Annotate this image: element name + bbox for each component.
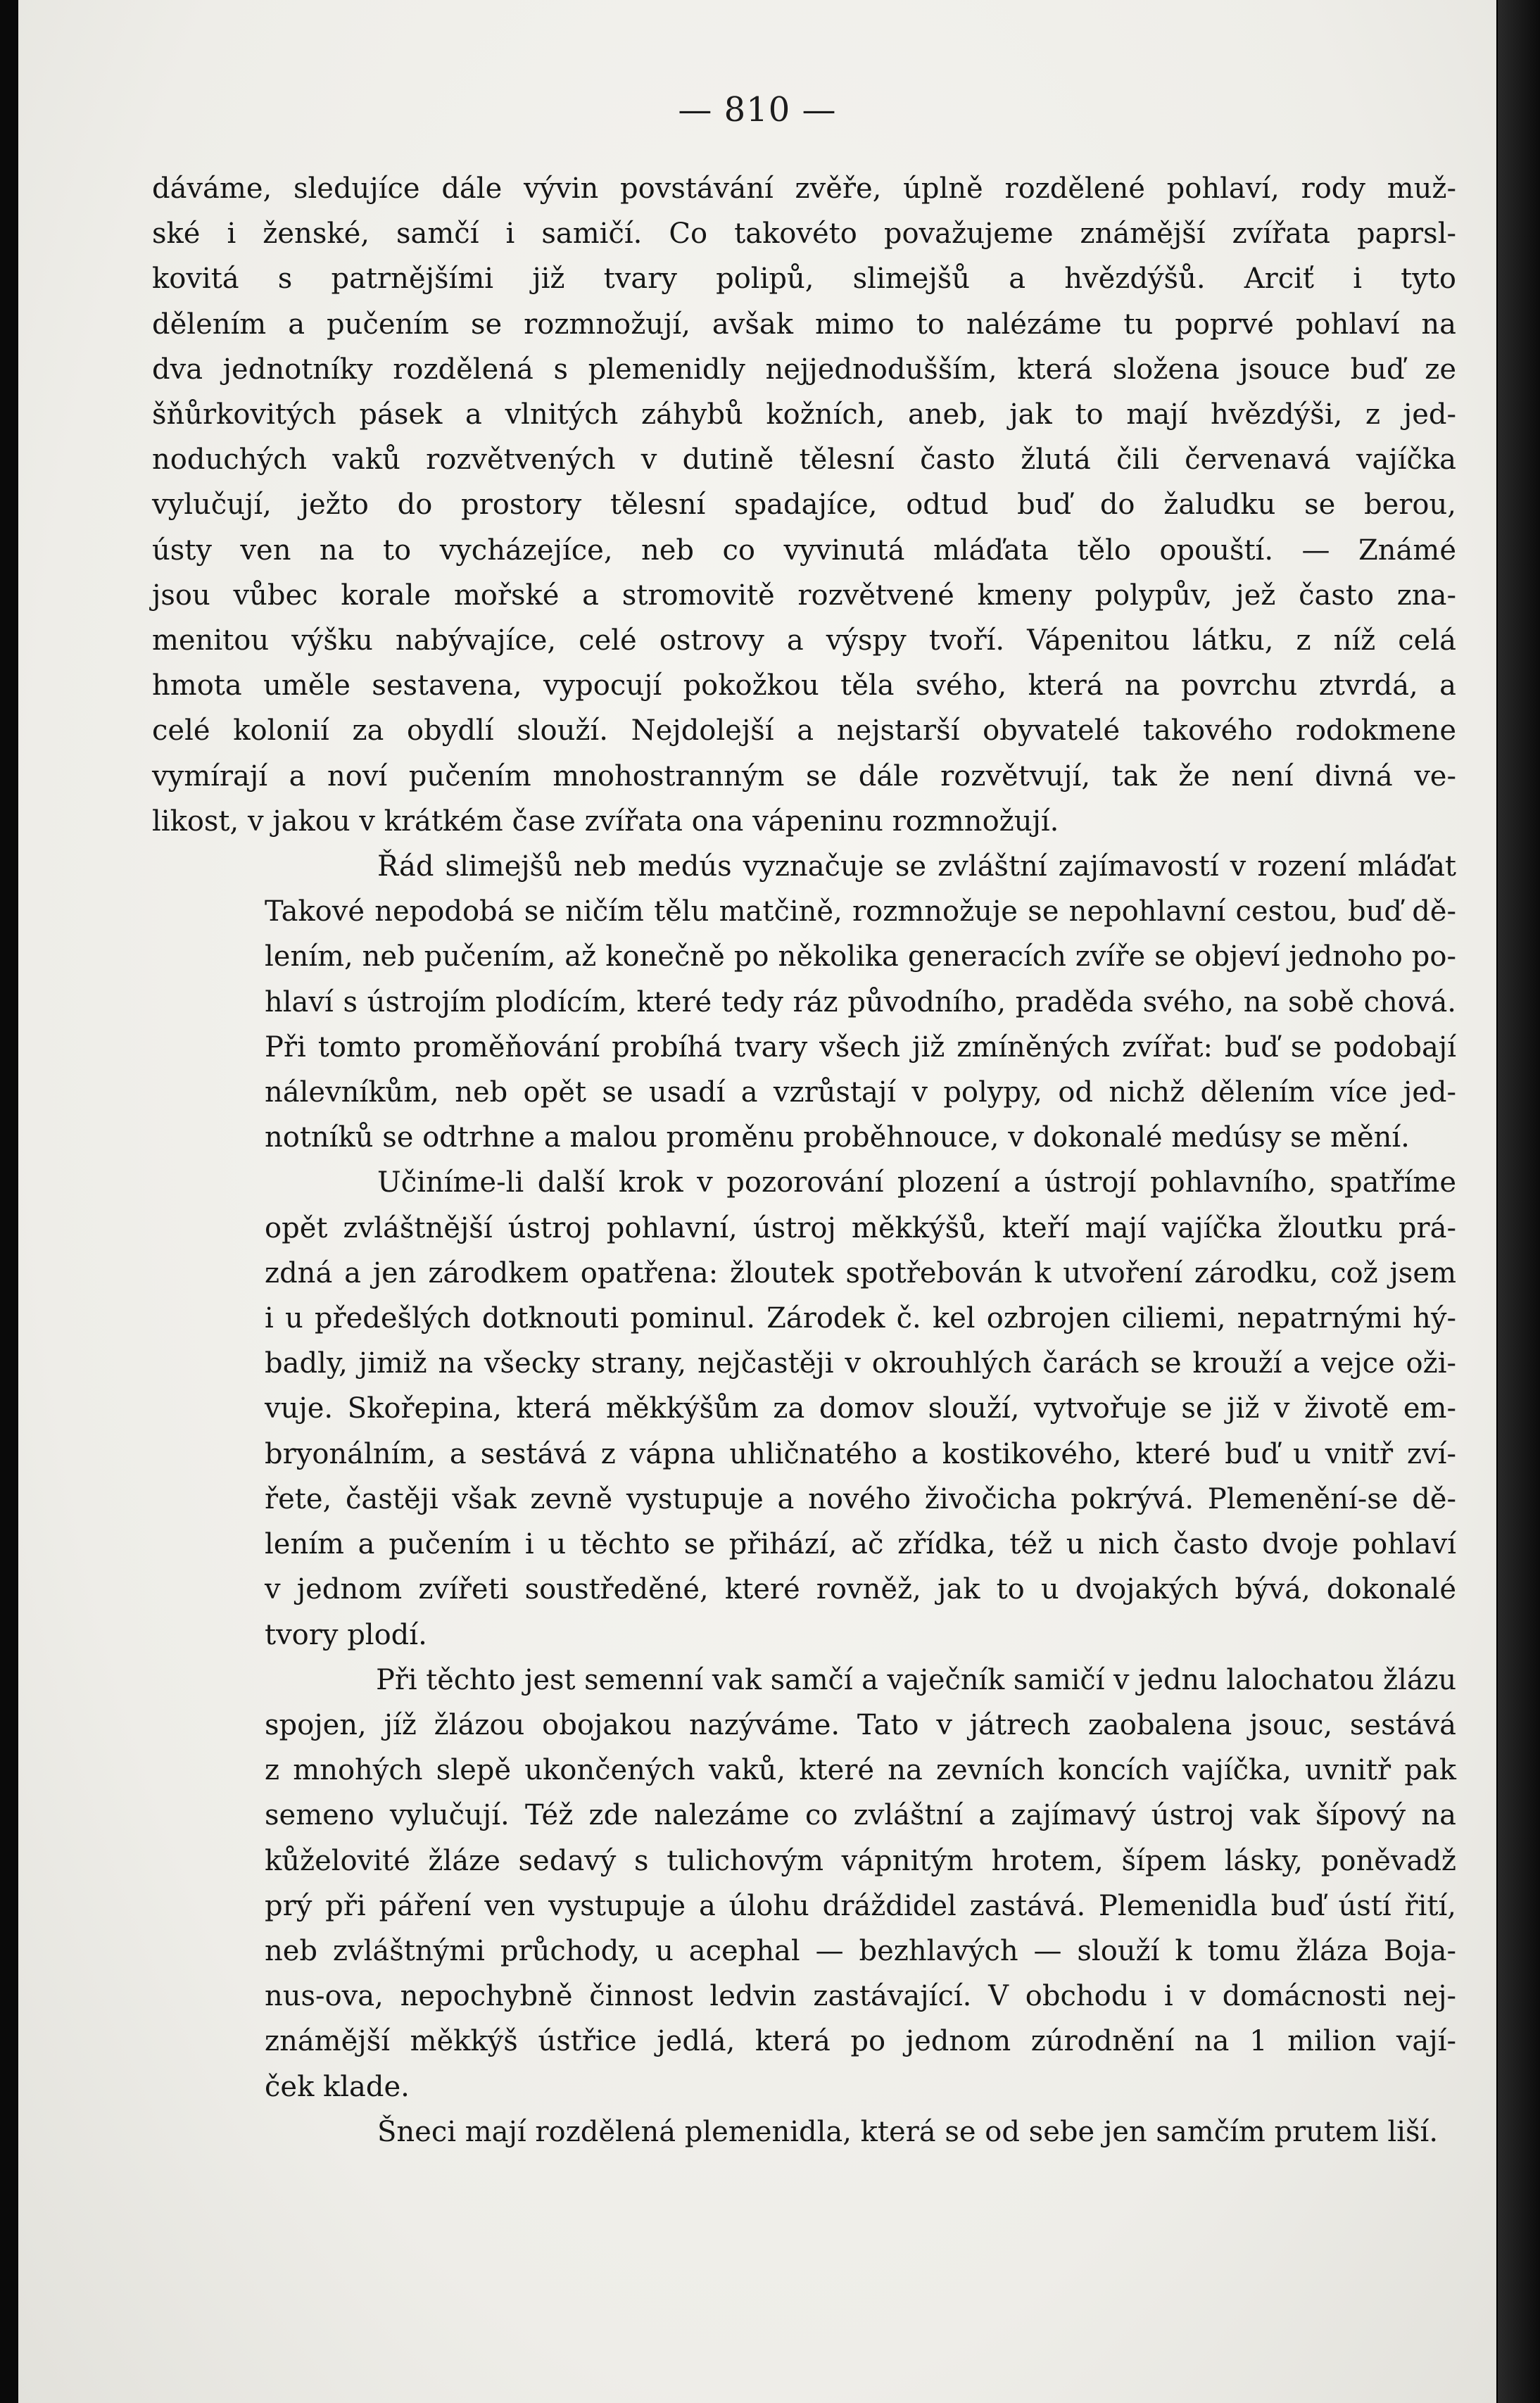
text-line: nus-ova, nepochybně činnost ledvin zastávající. V obchodu i v domácnosti nej- — [265, 1980, 1456, 2013]
text-line: semeno vylučují. Též zde nalezáme co zvláštní a zajímavý ústroj vak šípový na — [265, 1799, 1456, 1832]
text-line: ček klade. — [265, 2070, 410, 2103]
text-line: ské i ženské, samčí i samičí. Co takovéto považujeme známější zvířata paprsl- — [152, 217, 1456, 251]
text-line: vylučují, ježto do prostory tělesní spadajíce, odtud buď do žaludku se berou, — [152, 488, 1456, 522]
text-line: spojen, jíž žlázou obojakou nazýváme. Tato v játrech zaobalena jsouc, sestává — [265, 1708, 1456, 1741]
paragraph — [152, 1658, 1456, 2109]
paragraph — [152, 2109, 1456, 2155]
text-line: dva jednotníky rozdělená s plemenidly nejjednodušším, která složena jsouce buď ze — [152, 353, 1456, 386]
text-line: lením, neb pučením, až konečně po několika generacích zvíře se objeví jednoho po- — [265, 940, 1456, 973]
text-line: Při těchto jest semenní vak samčí a vaječník samičí v jednu lalochatou žlázu — [376, 1663, 1457, 1696]
text-line: kovitá s patrnějšími již tvary polipů, slimejšů a hvězdýšů. Arciť i tyto — [152, 263, 1456, 296]
book-page — [18, 0, 1496, 2403]
text-line: i u předešlých dotknouti pominul. Zárodek č. kel ozbrojen ciliemi, nepatrnými hý- — [265, 1302, 1456, 1335]
text-line: ústy ven na to vycházejíce, neb co vyvinutá mláďata tělo opouští. — Známé — [152, 534, 1456, 567]
text-line: jsou vůbec korale mořské a stromovitě rozvětvené kmeny polypův, jež často zna- — [152, 579, 1456, 612]
text-line: notníků se odtrhne a malou proměnu proběhnouce, v dokonalé medúsy se mění. — [265, 1121, 1410, 1154]
text-line: Učiníme-li další krok v pozorování plození a ústrojí pohlavního, spatříme — [377, 1166, 1456, 1199]
text-line: řete, častěji však zevně vystupuje a nového živočicha pokrývá. Plemenění-se dě- — [265, 1482, 1456, 1515]
body-text — [152, 166, 1456, 2155]
text-line: Takové nepodobá se ničím tělu matčině, rozmnožuje se nepohlavní cestou, buď dě- — [265, 895, 1456, 928]
page-number: — 810 — — [678, 90, 837, 130]
text-line: tvory plodí. — [265, 1618, 427, 1651]
text-line: z mnohých slepě ukončených vaků, které na zevních koncích vajíčka, uvnitř pak — [265, 1754, 1456, 1787]
paragraph — [152, 844, 1456, 1160]
page-edge-shadow — [1498, 0, 1540, 2403]
paragraph — [152, 166, 1456, 844]
paragraph — [152, 1160, 1456, 1657]
text-line: v jednom zvířeti soustředěné, které rovněž, jak to u dvojakých bývá, dokonalé — [265, 1573, 1456, 1606]
text-line: nálevníkům, neb opět se usadí a vzrůstají v polypy, od nichž dělením více jed- — [265, 1076, 1456, 1109]
text-line: známější měkkýš ústřice jedlá, která po jednom zúrodnění na 1 milion vají- — [265, 2025, 1456, 2058]
text-line: prý při páření ven vystupuje a úlohu dráždidel zastává. Plemenidla buď ústí řití, — [265, 1889, 1456, 1922]
left-gutter — [0, 0, 18, 2403]
text-line: vymírají a noví pučením mnohostranným se dále rozvětvují, tak že není divná ve- — [152, 759, 1456, 793]
text-line: Řád slimejšů neb medús vyznačuje se zvláštní zajímavostí v rození mláďat — [377, 850, 1456, 883]
text-line: celé kolonií za obydlí slouží. Nejdolejší a nejstarší obyvatelé takového rodokmene — [152, 714, 1456, 748]
text-line: badly, jimiž na všecky strany, nejčastěji v okrouhlých čarách se krouží a vejce oži- — [265, 1347, 1456, 1380]
text-line: dělením a pučením se rozmnožují, avšak mimo to nalézáme tu poprvé pohlaví na — [152, 308, 1456, 341]
text-line: hlaví s ústrojím plodícím, které tedy ráz původního, praděda svého, na sobě chová. — [265, 985, 1456, 1018]
text-line: Při tomto proměňování probíhá tvary všech již zmíněných zvířat: buď se podobají — [265, 1030, 1456, 1064]
text-line: dáváme, sledujíce dále vývin povstávání zvěře, úplně rozdělené pohlaví, rody muž- — [152, 172, 1456, 205]
text-line: bryonálním, a sestává z vápna uhličnatého a kostikového, které buď u vnitř zví- — [265, 1437, 1456, 1470]
text-line: Šneci mají rozdělená plemenidla, která se od sebe jen samčím prutem liší. — [377, 2115, 1439, 2148]
text-line: neb zvláštnými průchody, u acephal — bezhlavých — slouží k tomu žláza Boja- — [265, 1934, 1456, 1967]
text-line: menitou výšku nabývajíce, celé ostrovy a výspy tvoří. Vápenitou látku, z níž celá — [152, 624, 1456, 657]
text-line: zdná a jen zárodkem opatřena: žloutek spotřebován k utvoření zárodku, což jsem — [265, 1256, 1456, 1289]
text-line: opět zvláštnější ústroj pohlavní, ústroj měkkýšů, kteří mají vajíčka žloutku prá- — [265, 1211, 1456, 1244]
text-line: noduchých vaků rozvětvených v dutině tělesní často žlutá čili červenavá vajíčka — [152, 443, 1456, 477]
text-line: likost, v jakou v krátkém čase zvířata ona vápeninu rozmnožují. — [152, 805, 1059, 838]
text-line: hmota uměle sestavena, vypocují pokožkou těla svého, která na povrchu ztvrdá, a — [152, 669, 1456, 702]
text-line: vuje. Skořepina, která měkkýšům za domov slouží, vytvořuje se již v životě em- — [265, 1392, 1456, 1425]
text-line: lením a pučením i u těchto se přihází, ač zřídka, též u nich často dvoje pohlaví — [265, 1528, 1456, 1561]
text-line: šňůrkovitých pásek a vlnitých záhybů kožních, aneb, jak to mají hvězdýši, z jed- — [152, 398, 1456, 431]
text-line: kůželovité žláze sedavý s tulichovým vápnitým hrotem, šípem lásky, poněvadž — [265, 1844, 1456, 1877]
